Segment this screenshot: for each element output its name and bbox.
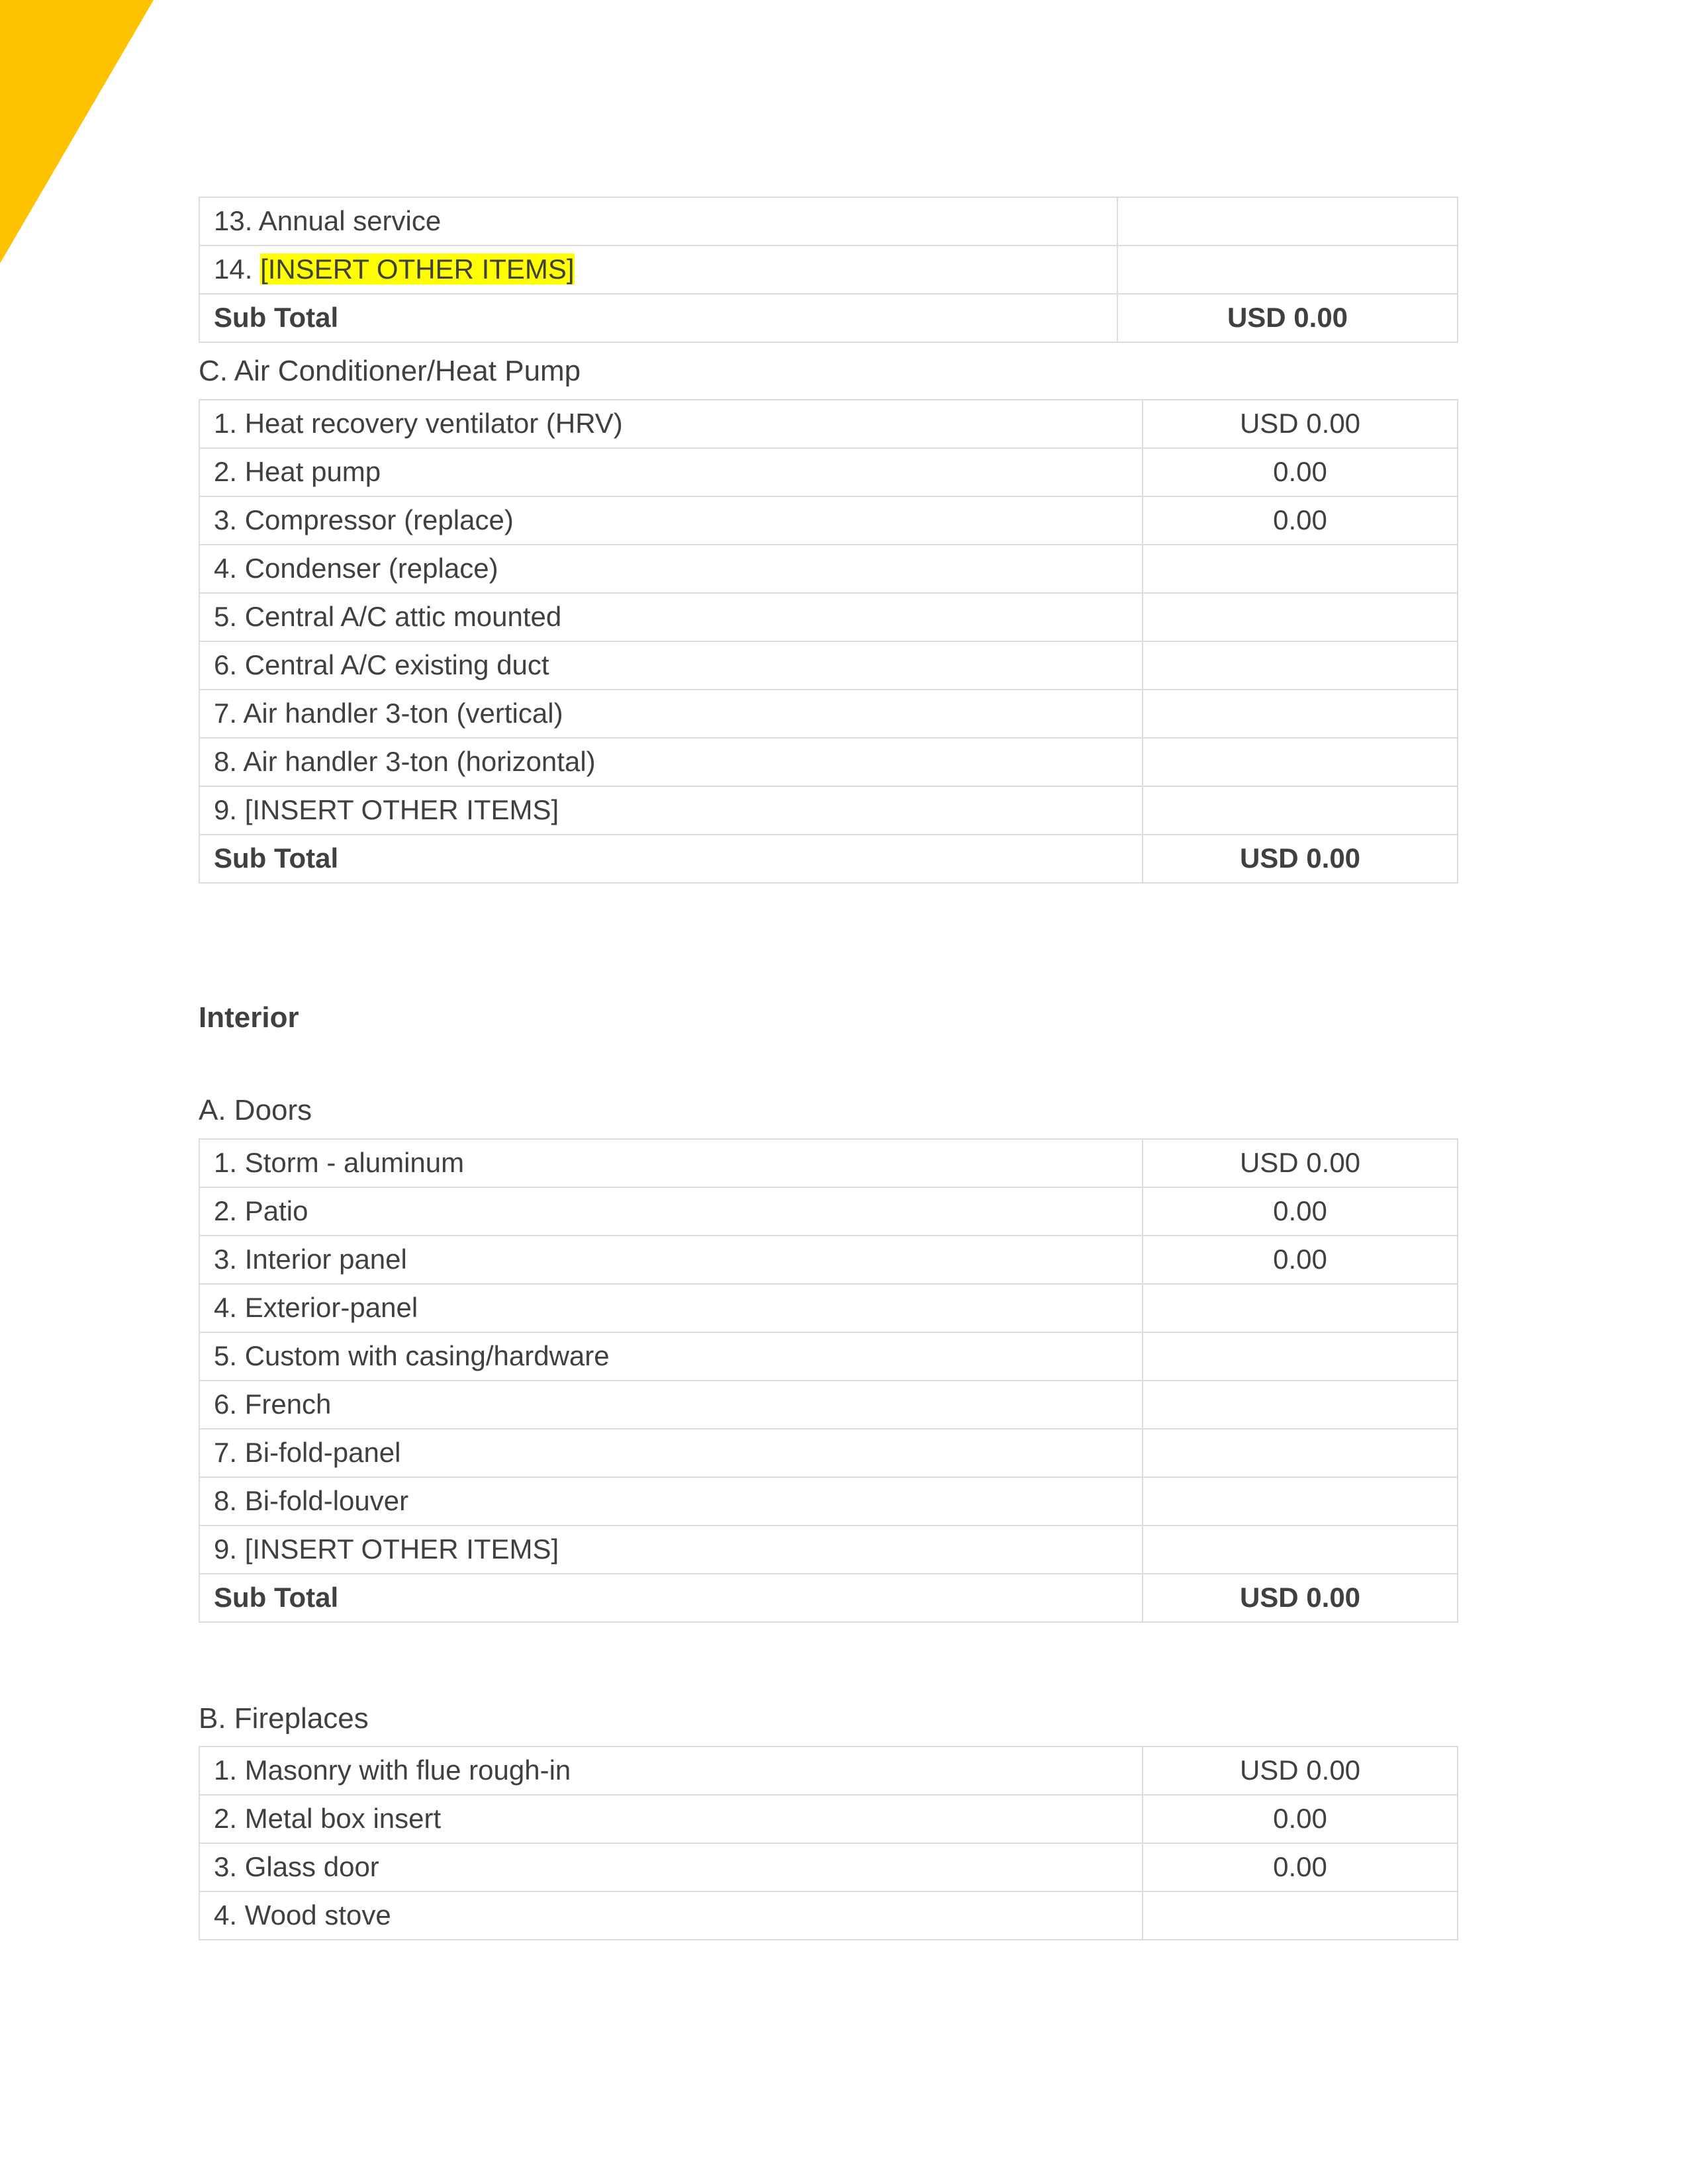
table-row — [199, 400, 1458, 448]
subtotal-row — [199, 835, 1458, 883]
corner-accent-stripe — [0, 0, 159, 265]
item-label: 8. Air handler 3-ton (horizontal) — [199, 738, 1143, 786]
item-label: 2. Heat pump — [199, 448, 1143, 496]
amount-cell: 0.00 — [1143, 448, 1458, 496]
item-label: 2. Patio — [199, 1187, 1143, 1236]
item-label: 4. Condenser (replace) — [199, 545, 1143, 593]
subtotal-label: Sub Total — [199, 294, 1117, 342]
amount-cell — [1143, 1284, 1458, 1332]
amount-cell: 0.00 — [1143, 1187, 1458, 1236]
amount-cell — [1117, 197, 1458, 246]
section-heading-doors: A. Doors — [199, 1094, 312, 1126]
amount-cell — [1143, 1429, 1458, 1477]
table-doors — [199, 1138, 1458, 1623]
table-row — [199, 1139, 1458, 1187]
table-row — [199, 1747, 1458, 1795]
amount-cell: USD 0.00 — [1143, 400, 1458, 448]
table-row — [199, 1843, 1458, 1891]
amount-cell — [1143, 641, 1458, 690]
item-label: 6. Central A/C existing duct — [199, 641, 1143, 690]
table-row — [199, 1236, 1458, 1284]
table-row — [199, 786, 1458, 835]
item-label: 5. Custom with casing/hardware — [199, 1332, 1143, 1381]
amount-cell — [1143, 786, 1458, 835]
item-label: 8. Bi-fold-louver — [199, 1477, 1143, 1525]
table-row — [199, 1284, 1458, 1332]
item-label: 9. [INSERT OTHER ITEMS] — [199, 786, 1143, 835]
table-row — [199, 496, 1458, 545]
amount-cell — [1143, 1891, 1458, 1940]
amount-cell — [1143, 1525, 1458, 1574]
item-label: 6. French — [199, 1381, 1143, 1429]
table-row — [199, 197, 1458, 246]
table-row — [199, 1525, 1458, 1574]
item-cell — [199, 197, 1117, 246]
subtotal-row — [199, 1574, 1458, 1622]
interior-section-title: Interior — [199, 1001, 299, 1034]
amount-cell — [1143, 545, 1458, 593]
subtotal-row — [199, 294, 1458, 342]
table-row — [199, 738, 1458, 786]
table-row — [199, 1795, 1458, 1843]
table-row — [199, 641, 1458, 690]
item-label: 1. Storm - aluminum — [199, 1139, 1143, 1187]
item-label: 3. Compressor (replace) — [199, 496, 1143, 545]
table-fireplaces — [199, 1746, 1458, 1940]
amount-cell: 0.00 — [1143, 1236, 1458, 1284]
item-number: 14. — [214, 253, 253, 285]
table-row — [199, 1429, 1458, 1477]
table-row — [199, 1187, 1458, 1236]
item-label: 5. Central A/C attic mounted — [199, 593, 1143, 641]
subtotal-value: USD 0.00 — [1143, 1574, 1458, 1622]
subtotal-value: USD 0.00 — [1117, 294, 1458, 342]
table-row — [199, 593, 1458, 641]
section-heading-air-conditioner: C. Air Conditioner/Heat Pump — [199, 355, 581, 387]
item-label: 1. Masonry with flue rough-in — [199, 1747, 1143, 1795]
amount-cell: USD 0.00 — [1143, 1747, 1458, 1795]
amount-cell: 0.00 — [1143, 1843, 1458, 1891]
item-label: 1. Heat recovery ventilator (HRV) — [199, 400, 1143, 448]
item-label: 4. Exterior-panel — [199, 1284, 1143, 1332]
subtotal-label: Sub Total — [199, 1574, 1143, 1622]
table-row — [199, 1891, 1458, 1940]
table-row — [199, 1477, 1458, 1525]
amount-cell — [1143, 690, 1458, 738]
amount-cell — [1143, 1477, 1458, 1525]
item-label: 9. [INSERT OTHER ITEMS] — [199, 1525, 1143, 1574]
item-number: 13. — [214, 205, 253, 237]
table-row — [199, 1332, 1458, 1381]
amount-cell — [1143, 1332, 1458, 1381]
table-section-b-continued — [199, 197, 1458, 343]
table-row — [199, 690, 1458, 738]
amount-cell: USD 0.00 — [1143, 1139, 1458, 1187]
amount-cell — [1143, 1381, 1458, 1429]
item-label: 7. Bi-fold-panel — [199, 1429, 1143, 1477]
section-heading-fireplaces: B. Fireplaces — [199, 1702, 369, 1735]
highlighted-placeholder: [INSERT OTHER ITEMS] — [260, 253, 575, 285]
table-row — [199, 1381, 1458, 1429]
item-label: 7. Air handler 3-ton (vertical) — [199, 690, 1143, 738]
subtotal-value: USD 0.00 — [1143, 835, 1458, 883]
table-air-conditioner — [199, 399, 1458, 884]
item-label: Annual service — [258, 205, 442, 237]
item-cell — [199, 246, 1117, 294]
table-row — [199, 545, 1458, 593]
subtotal-label: Sub Total — [199, 835, 1143, 883]
item-label: 4. Wood stove — [199, 1891, 1143, 1940]
table-row — [199, 246, 1458, 294]
amount-cell — [1117, 246, 1458, 294]
amount-cell: 0.00 — [1143, 496, 1458, 545]
amount-cell — [1143, 593, 1458, 641]
amount-cell — [1143, 738, 1458, 786]
item-label: 3. Glass door — [199, 1843, 1143, 1891]
amount-cell: 0.00 — [1143, 1795, 1458, 1843]
item-label: 3. Interior panel — [199, 1236, 1143, 1284]
item-label: 2. Metal box insert — [199, 1795, 1143, 1843]
table-row — [199, 448, 1458, 496]
